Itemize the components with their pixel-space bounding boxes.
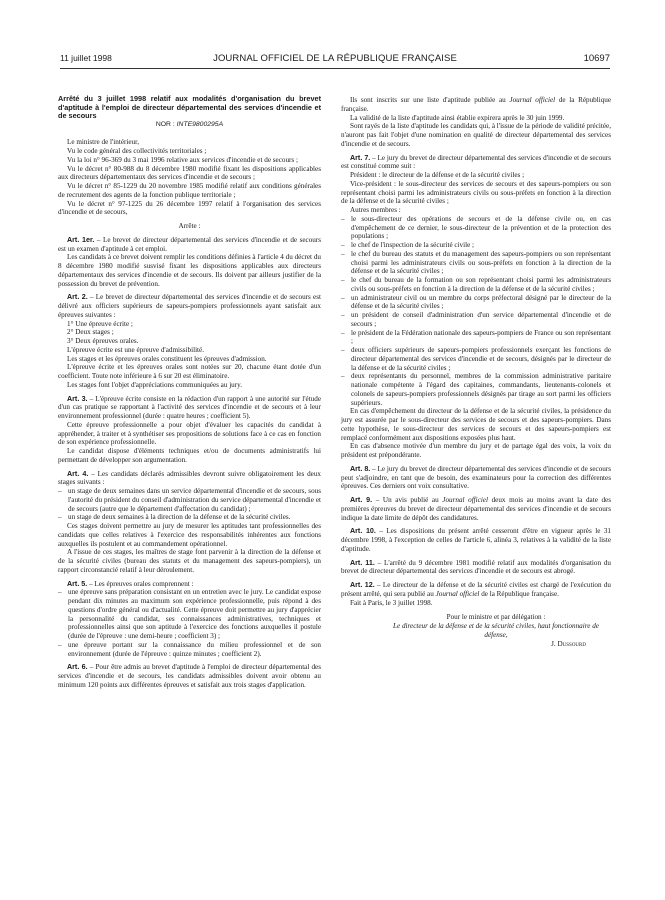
article-number: Art. 2. — [67, 293, 88, 302]
paragraph: Les stages et les épreuves orales constituent les épreuves d'admission. — [67, 354, 267, 363]
paragraph: Les candidats à ce brevet doivent remplir les conditions définies à l'article 4 du décret du 8 décembre 1980 modifié susvisé fixant les dispositions applicables aux directeurs départementaux des services d'incendie et de secours. Ils doivent par ailleurs justifier de la possession du brevet de prévention. — [58, 253, 321, 288]
paragraph: Fait à Paris, le 3 juillet 1998. — [350, 598, 433, 607]
page-number: 10697 — [583, 53, 610, 64]
paragraph: Vu le décret n° 80-988 du 8 décembre 1980 modifié fixant les dispositions applicables aux directeurs départementaux des services d'incendie et de secours ; — [58, 164, 321, 182]
list-item: – le chef du bureau de la formation ou son représentant choisi parmi les administrateurs civils ou sous-préfets en fonction à la direction de la défense et de la sécurité civiles ; — [341, 276, 611, 294]
article-text: – Le jury du brevet de directeur départemental des services d'incendie et de secours est constitué comme suit : — [341, 153, 611, 171]
signature-title: Le directeur de la défense et de la sécurité civiles, haut fonctionnaire de défense, — [393, 622, 599, 639]
paragraph: En cas d'absence motivée d'un membre du jury et de partage égal des voix, la voix du président est prépondérante. — [341, 442, 611, 459]
paragraph: 3° Deux épreuves orales. — [67, 337, 139, 345]
article-number: Art. 12. — [350, 581, 375, 589]
article-paragraph — [58, 663, 321, 689]
article-number: Art. 3. — [67, 394, 88, 403]
page-header — [60, 53, 610, 67]
paragraph: Ces stages doivent permettre au jury de mesurer les aptitudes tant professionnelles des candidats que celles relatives à l'exercice des responsabilités inhérentes aux fonctions auxquelles ils postulent et au commandement opérationnel. — [58, 522, 321, 548]
article-text: – Le brevet de directeur départemental des services d'incendie et de secours est délivré aux officiers supérieurs de sapeurs-pompiers professionnels ayant satisfait aux épreuves suivantes : — [58, 293, 321, 319]
article-text: – Pour être admis au brevet d'aptitude à l'emploi de directeur départemental des services d'incendie et de secours, les candidats admissibles doivent avoir obtenu au minimum 120 points aux différentes épreuves et satisfait aux trois stages d'application. — [58, 663, 321, 689]
dash-list — [58, 487, 321, 522]
article-number: Art. 1er. — [67, 235, 95, 244]
paragraph: Vu le décret n° 97-1225 du 26 décembre 1997 relatif à l'organisation des services d'incendie et de secours, — [58, 199, 321, 217]
article-paragraph — [341, 465, 611, 491]
article-text: – Les épreuves orales comprennent : — [87, 579, 194, 588]
article-paragraph — [341, 559, 611, 577]
article-number: Art. 5. — [67, 579, 88, 588]
paragraph: A l'issue de ces stages, les maîtres de stage font parvenir à la direction de la défense et de la sécurité civiles (bureau des statuts et du management des sapeurs-pompiers), un rapport circonstancié relatif à leur déroulement. — [58, 548, 321, 574]
list-item: – un président de conseil d'administration d'un service départemental d'incendie et de secours ; — [341, 311, 611, 329]
signature-delegation: Pour le ministre et par délégation : — [446, 613, 546, 622]
list-item: – le chef de l'inspection de la sécurité civile ; — [341, 241, 611, 250]
header-rule — [60, 68, 610, 69]
article-number: Art. 6. — [67, 663, 88, 672]
article-number: Art. 10. — [350, 527, 376, 536]
list-item: – un stage de deux semaines dans un service départemental d'incendie et de secours, sous l'autorité du président du conseil d'administration du service départemental d'incendie et de secours (autre que le département d'affectation du candidat) ; — [58, 487, 321, 513]
article-text: – Les dispositions du présent arrêté cesseront d'être en vigueur après le 31 décembre 1998, à l'exception de celles de l'article 6, alinéa 3, relatives à la validité de la liste d'aptitude. — [341, 527, 611, 553]
list-item: – deux représentants du personnel, membres de la commission administrative paritaire nationale compétente à l'égard des capitaines, commandants, lieutenants-colonels et colonels de sapeurs-pompiers professionnels désignés par tirage au sort parmi les officiers supérieurs. — [341, 372, 611, 407]
right-body — [341, 96, 611, 607]
decree-title: Arrêté du 3 juillet 1998 relatif aux modalités d'organisation du brevet d'aptitude à l'emploi de directeur départemental des services d'incendie et de secours — [58, 94, 321, 120]
article-number: Art. 9. — [350, 496, 373, 504]
list-item: – une épreuve portant sur la connaissance du milieu professionnel et de son environnement (durée de l'épreuve : quinze minutes ; coefficient 2). — [58, 641, 321, 659]
paragraph: Cette épreuve professionnelle a pour objet d'évaluer les capacités du candidat à appréhender, à traiter et à synthétiser ses propositions de solutions face à ce cas en fonction de son expérience professionnelle. — [58, 420, 321, 447]
paragraph: Président : le directeur de la défense et de la sécurité civiles ; — [350, 171, 525, 179]
article-number: Art. 8. — [350, 464, 371, 473]
paragraph: L'épreuve écrite et les épreuves orales sont notées sur 20, chacune étant dotée d'un coefficient. Toute note inférieure à 6 sur 20 est éliminatoire. — [58, 363, 321, 380]
nor-value: INTE9800295A — [176, 120, 224, 128]
list-item: – le chef du bureau des statuts et du management des sapeurs-pompiers ou son représentant choisi parmi les administrateurs civils ou sous-préfets en fonction à la direction de la défense et de la sécurité civiles ; — [341, 250, 611, 276]
paragraph: 2° Deux stages ; — [67, 328, 114, 337]
paragraph: L'épreuve écrite est une épreuve d'admissibilité. — [67, 345, 205, 354]
article-number: Art. 4. — [67, 469, 89, 478]
paragraph: Vice-président : le sous-directeur des services de secours et des sapeurs-pompiers ou son représentant choisi parmi les administrateurs civils ou sous-préfets en fonction à la direction de la défense et de la sécurité civiles ; — [341, 179, 611, 206]
article-paragraph — [58, 236, 321, 254]
list-item: – un stage de deux semaines à la direction de la défense et de la sécurité civiles. — [58, 513, 321, 522]
left-body — [58, 138, 321, 689]
article-paragraph — [341, 496, 611, 522]
article-text: – Le brevet de directeur départemental des services d'incendie et de secours est un examen d'aptitude à cet emploi. — [58, 235, 321, 253]
article-number: Art. 11. — [350, 558, 375, 567]
article-paragraph — [58, 580, 321, 589]
article-text: – Le jury du brevet de directeur départemental des services d'incendie et de secours peut s'adjoindre, en tant que de besoin, des examinateurs pour la correction des différentes épreuves. Ces derniers ont voix consultative. — [341, 464, 611, 491]
article-paragraph — [58, 470, 321, 488]
decree-heading: Arrête : — [178, 222, 201, 230]
dash-list — [58, 588, 321, 658]
article-text: – Les candidats déclarés admissibles devront suivre obligatoirement les deux stages suivants : — [58, 469, 321, 487]
article-text: – L'épreuve écrite consiste en la rédaction d'un rapport à une autorité sur l'étude d'un cas pratique se rapportant à l'activité des services d'incendie et de secours et à leur environnement professionnel (durée : quatre heures ; coefficient 5). — [58, 394, 321, 420]
paragraph: 1° Une épreuve écrite ; — [67, 319, 133, 328]
article-number: Art. 7. — [350, 153, 371, 162]
paragraph: Sont rayés de la liste d'aptitude les candidats qui, à l'issue de la période de validité précitée, n'auront pas fait l'objet d'une nomination en qualité de directeur départemental des services d'incendie et de secours. — [341, 122, 611, 148]
list-item: – le sous-directeur des opérations de secours et de la défense civile ou, en cas d'empêchement de ce dernier, le sous-directeur de la prévention et de la protection des populations ; — [341, 215, 611, 241]
paragraph: Vu le décret n° 85-1229 du 20 novembre 1985 modifié relatif aux conditions générales de recrutement des agents de la fonction publique territoriale ; — [58, 182, 321, 199]
article-paragraph — [341, 581, 611, 599]
paragraph: En cas d'empêchement du directeur de la défense et de la sécurité civiles, la présidence du jury est assurée par le sous-directeur des services de secours et des sapeurs-pompiers. Dans cette hypothèse, le sous-directeur des services de secours et des sapeurs-pompiers est remplacé conformément aux dispositions exposées plus haut. — [341, 407, 611, 442]
article-paragraph — [341, 154, 611, 172]
paragraph: Ils sont inscrits sur une liste d'aptitude publiée au Journal officiel de la République française. — [341, 96, 612, 113]
paragraph: Vu le code général des collectivités territoriales ; — [67, 147, 207, 155]
nor-reference — [58, 121, 321, 130]
article-paragraph — [58, 293, 321, 319]
paragraph: Les stages font l'objet d'appréciations communiquées au jury. — [67, 380, 243, 389]
paragraph: Le ministre de l'intérieur, — [67, 138, 139, 147]
paragraph: Vu la loi n° 96-369 du 3 mai 1996 relative aux services d'incendie et de secours ; — [67, 155, 298, 164]
dash-list — [341, 215, 611, 408]
paragraph: Le candidat dispose d'éléments techniques et/ou de documents administratifs lui permettant de développer son argumentation. — [58, 447, 321, 464]
list-item: – deux officiers supérieurs de sapeurs-pompiers professionnels exerçant les fonctions de directeur départemental des services d'incendie et de secours, désignés par le directeur de la défense et de la sécurité civiles ; — [341, 346, 611, 372]
list-item: – un administrateur civil ou un membre du corps préfectoral désigné par le directeur de la défense et de la sécurité civiles ; — [341, 294, 611, 312]
article-paragraph — [58, 395, 321, 421]
list-item: – le président de la Fédération nationale des sapeurs-pompiers de France ou son représentant ; — [341, 329, 611, 347]
header-date: 11 juillet 1998 — [60, 53, 112, 63]
paragraph: La validité de la liste d'aptitude ainsi établie expirera après le 30 juin 1999. — [350, 113, 565, 122]
signature-name: J. Dussourd — [551, 639, 586, 648]
article-paragraph — [341, 527, 611, 553]
list-item: – une épreuve sans préparation consistant en un entretien avec le jury. Le candidat expose pendant dix minutes au maximum son expérience professionnelle, puis répond à des questions d'ordre général ou d'actualité. Cette épreuve doit permettre au jury d'apprécier la personnalité du candidat, ses connaissances administratives, techniques et professionnelles ainsi que son aptitude à l'exercice des fonctions auxquelles il postule (durée de l'épreuve : une demi-heure ; coefficient 3) ; — [58, 588, 321, 641]
right-column — [341, 96, 611, 648]
nor-label: NOR : — [155, 120, 175, 128]
article-text: – L'arrêté du 9 décembre 1981 modifié relatif aux modalités d'organisation du brevet de directeur départemental des services d'incendie et de secours est abrogé. — [341, 558, 611, 576]
article-text: – Un avis publié au Journal officiel deux mois au moins avant la date des premières épreuves du brevet de directeur départemental des services d'incendie et de secours indique la date limite de dépôt des candidatures. — [341, 496, 612, 522]
left-column — [58, 95, 321, 690]
journal-title: JOURNAL OFFICIEL DE LA RÉPUBLIQUE FRANÇAISE — [213, 53, 457, 64]
article-text: – Le directeur de la défense et de la sécurité civiles est chargé de l'exécution du présent arrêté, qui sera publié au Journal officiel de la République française. — [341, 581, 611, 598]
paragraph: Autres membres : — [350, 206, 401, 214]
